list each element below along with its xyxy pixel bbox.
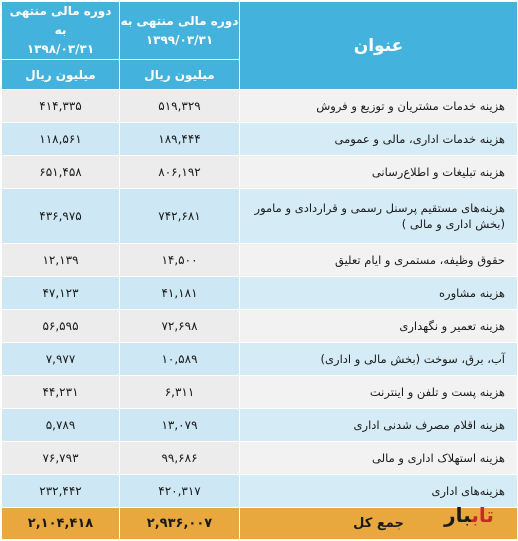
table-row: [2, 442, 518, 475]
previous-period-date: ۱۳۹۸/۰۳/۳۱: [26, 42, 95, 56]
row-label: هزینه تبلیغات و اطلاع‌رسانی: [240, 156, 518, 189]
row-previous-value: ۴۳۶,۹۷۵: [2, 189, 120, 244]
row-label: هزینه اقلام مصرف شدنی اداری: [240, 409, 518, 442]
table-row: [2, 310, 518, 343]
column-title-header: عنوان: [240, 2, 518, 90]
row-previous-value: ۱۱۸,۵۶۱: [2, 123, 120, 156]
row-current-value: ۵۱۹,۳۲۹: [120, 90, 240, 123]
row-label: هزینه تعمیر و نگهداری: [240, 310, 518, 343]
row-previous-value: ۵۶,۵۹۵: [2, 310, 120, 343]
current-unit-label: میلیون ریال: [120, 60, 240, 90]
table-row: [2, 244, 518, 277]
row-current-value: ۷۲,۶۹۸: [120, 310, 240, 343]
row-previous-value: ۴۱۴,۳۳۵: [2, 90, 120, 123]
table-row: [2, 90, 518, 123]
row-previous-value: ۱۲,۱۳۹: [2, 244, 120, 277]
row-current-value: ۱۳,۰۷۹: [120, 409, 240, 442]
total-label: جمع کل: [240, 508, 518, 540]
expense-table: [1, 1, 518, 540]
row-current-value: ۹۹,۶۸۶: [120, 442, 240, 475]
row-current-value: ۱۸۹,۴۴۴: [120, 123, 240, 156]
row-current-value: ۴۱,۱۸۱: [120, 277, 240, 310]
row-label: هزینه‌های مستقیم پرسنل رسمی و قراردادی و مامور (بخش اداری و مالی ): [240, 189, 518, 244]
logo-accent-text: تاب: [471, 503, 494, 527]
row-previous-value: ۷۶,۷۹۳: [2, 442, 120, 475]
table-row: [2, 277, 518, 310]
row-label: هزینه پست و تلفن و اینترنت: [240, 376, 518, 409]
row-current-value: ۴۲۰,۳۱۷: [120, 475, 240, 508]
logo: [440, 500, 498, 530]
header-row: [2, 2, 518, 60]
column-current-period-header: [120, 2, 240, 60]
table-row: [2, 156, 518, 189]
row-previous-value: ۴۷,۱۲۳: [2, 277, 120, 310]
total-previous-value: ۲,۱۰۴,۴۱۸: [2, 508, 120, 540]
table-row: [2, 123, 518, 156]
row-label: هزینه خدمات مشتریان و توزیع و فروش: [240, 90, 518, 123]
row-current-value: ۶,۳۱۱: [120, 376, 240, 409]
row-current-value: ۸۰۶,۱۹۲: [120, 156, 240, 189]
table-row: [2, 376, 518, 409]
row-previous-value: ۶۵۱,۴۵۸: [2, 156, 120, 189]
current-period-label: دوره مالی منتهی به: [120, 13, 239, 28]
row-label: هزینه مشاوره: [240, 277, 518, 310]
row-previous-value: ۲۳۲,۴۴۲: [2, 475, 120, 508]
total-current-value: ۲,۹۳۶,۰۰۷: [120, 508, 240, 540]
logo-main-text: بار: [444, 503, 472, 527]
table-row: [2, 189, 518, 244]
row-label: هزینه خدمات اداری، مالی و عمومی: [240, 123, 518, 156]
column-previous-period-header: [2, 2, 120, 60]
row-previous-value: ۴۴,۲۳۱: [2, 376, 120, 409]
row-label: هزینه استهلاک اداری و مالی: [240, 442, 518, 475]
row-previous-value: ۵,۷۸۹: [2, 409, 120, 442]
row-previous-value: ۷,۹۷۷: [2, 343, 120, 376]
previous-period-label: دوره مالی منتهی به: [9, 4, 112, 37]
row-label: آب، برق، سوخت (بخش مالی و اداری): [240, 343, 518, 376]
table-row: [2, 409, 518, 442]
row-label: حقوق وظیفه، مستمری و ایام تعلیق: [240, 244, 518, 277]
row-current-value: ۱۴,۵۰۰: [120, 244, 240, 277]
row-label: هزینه‌های اداری: [240, 475, 518, 508]
table-row: [2, 343, 518, 376]
previous-unit-label: میلیون ریال: [2, 60, 120, 90]
current-period-date: ۱۳۹۹/۰۳/۳۱: [145, 32, 214, 47]
row-current-value: ۱۰,۵۸۹: [120, 343, 240, 376]
row-current-value: ۷۴۲,۶۸۱: [120, 189, 240, 244]
